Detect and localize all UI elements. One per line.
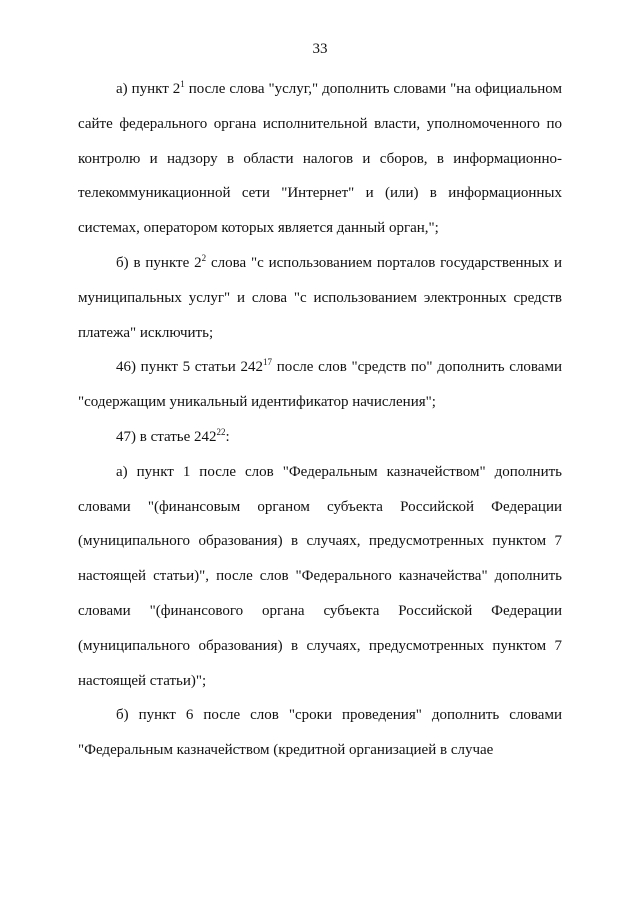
paragraph-text: слова "с использованием порталов государственных и муниципальных услуг" и слова "с использованием электронных средств платежа" исключить; — [78, 254, 562, 341]
paragraph-text: б) пункт 6 после слов "сроки проведения" дополнить словами "Федеральным казначейством (кредитной организацией в случае — [78, 707, 562, 759]
paragraph-text: б) в пункте 2 — [116, 254, 202, 271]
paragraph-item-46 — [78, 350, 562, 420]
paragraph-text: а) пункт 2 — [116, 81, 181, 97]
paragraph-item-a-point-1 — [78, 455, 562, 699]
document-body — [78, 72, 562, 768]
superscript: 22 — [216, 426, 226, 437]
paragraph-text: 46) пункт 5 статьи 242 — [116, 359, 264, 376]
superscript: 1 — [180, 79, 185, 89]
paragraph-text: после слов "средств по" дополнить словами "содержащим уникальный идентификатор начисления"; — [78, 359, 562, 411]
paragraph-text: а) пункт 1 после слов "Федеральным казначейством" дополнить словами "(финансовым органом субъекта Российской Федерации (муниципального образования) в случаях, предусмотренных пунктом 7 настоящей статьи)", после слов "Федерального казначейства" дополнить словами "(финансового органа субъекта Российской Федерации (муниципального образования) в случаях, предусмотренных пунктом 7 настоящей статьи)"; — [78, 463, 562, 689]
paragraph-item-47 — [78, 420, 562, 455]
paragraph-text: после слова "услуг," дополнить словами "на официальном сайте федерального органа исполнительной власти, уполномоченного по контролю и надзору в области налогов и сборов, в информационно-телекоммуникационной сети "Интернет" и (или) в информационных системах, оператором которых является данный орган,"; — [78, 81, 562, 237]
paragraph-text: 47) в статье 242 — [116, 428, 217, 445]
paragraph-item-b-point-2-2 — [78, 246, 562, 350]
paragraph-item-b-point-6 — [78, 698, 562, 768]
paragraph-item-a-point-2-1 — [78, 72, 562, 246]
superscript: 2 — [201, 252, 207, 263]
page-number: 33 — [312, 41, 328, 57]
paragraph-text: : — [225, 428, 230, 445]
superscript: 17 — [263, 357, 273, 368]
